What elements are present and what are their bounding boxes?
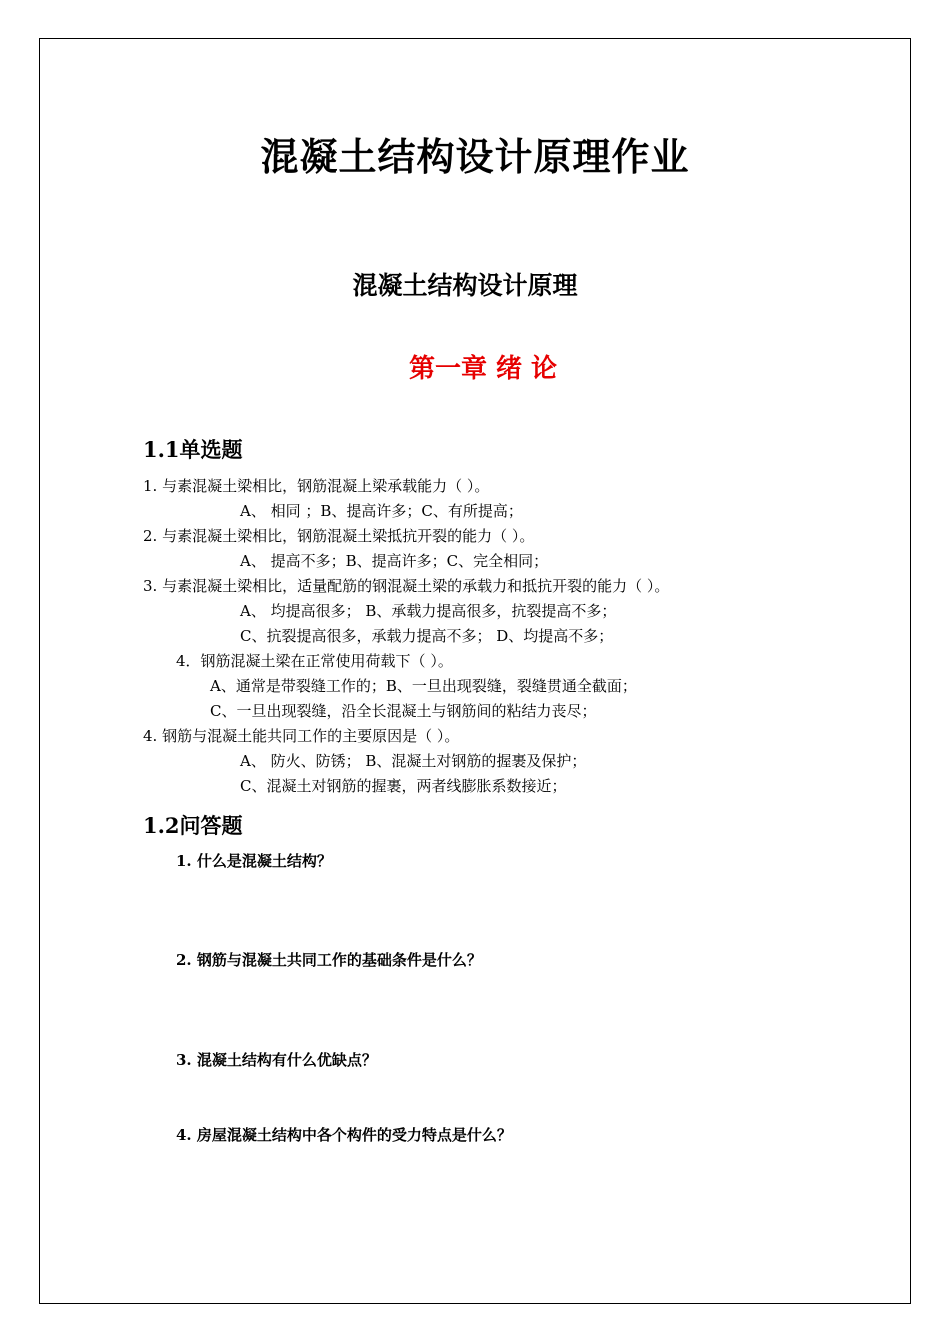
question-2: 2. 与素混凝土梁相比，钢筋混凝土梁抵抗开裂的能力（ ）。 <box>143 527 535 545</box>
question-4b-options-c: C、混凝土对钢筋的握裹，两者线膨胀系数接近； <box>240 777 567 795</box>
question-4a-options-c: C、一旦出现裂缝，沿全长混凝土与钢筋间的粘结力丧尽； <box>210 702 597 720</box>
question-1: 1. 与素混凝土梁相比，钢筋混凝上梁承载能力（ ）。 <box>143 477 490 495</box>
document-title: 混凝土结构设计原理作业 <box>260 134 690 179</box>
section-heading-single-choice: 1.1单选题 <box>143 437 243 462</box>
chapter-heading: 第一章 绪 论 <box>408 354 558 384</box>
qa-question-3: 3. 混凝土结构有什么优缺点？ <box>176 1051 377 1069</box>
section-heading-qa: 1.2问答题 <box>143 813 243 838</box>
question-4b-options-ab: A、 防火、防锈； B、混凝土对钢筋的握裹及保护； <box>240 752 587 770</box>
question-3: 3. 与素混凝土梁相比，适量配筋的钢混凝土梁的承载力和抵抗开裂的能力（ ）。 <box>143 577 670 595</box>
question-1-options: A、 相同 ；B、提高许多；C、有所提高； <box>240 502 523 520</box>
question-2-options: A、 提高不多；B、提高许多；C、完全相同； <box>240 552 549 570</box>
qa-question-1: 1. 什么是混凝土结构？ <box>176 852 332 870</box>
question-3-options-cd: C、抗裂提高很多，承载力提高不多； D、均提高不多； <box>240 627 614 645</box>
question-4a-options-ab: A、通常是带裂缝工作的；B、一旦出现裂缝，裂缝贯通全截面； <box>210 677 637 695</box>
qa-question-4: 4. 房屋混凝土结构中各个构件的受力特点是什么？ <box>176 1126 512 1144</box>
question-4a: 4．钢筋混凝土梁在正常使用荷载下（ ）。 <box>176 652 453 670</box>
qa-question-2: 2. 钢筋与混凝土共同工作的基础条件是什么？ <box>176 951 482 969</box>
page-border <box>39 38 911 1304</box>
question-3-options-ab: A、 均提高很多； B、承载力提高很多，抗裂提高不多； <box>240 602 617 620</box>
question-4b: 4. 钢筋与混凝土能共同工作的主要原因是（ ）。 <box>143 727 460 745</box>
document-subtitle: 混凝土结构设计原理 <box>352 271 578 300</box>
